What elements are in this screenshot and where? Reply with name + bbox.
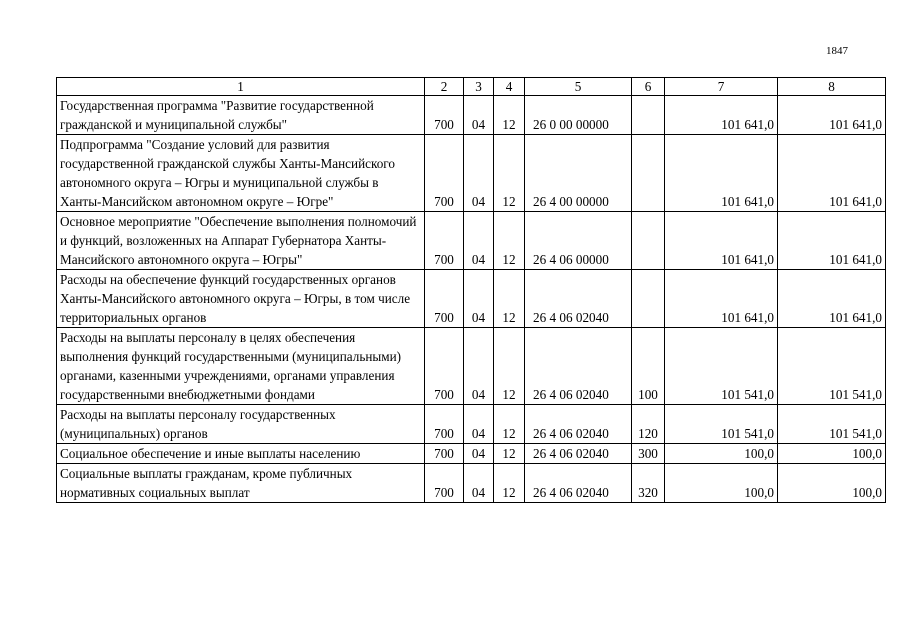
cell-col5: 26 4 06 02040 — [525, 328, 632, 405]
cell-col4: 12 — [494, 405, 525, 444]
cell-col7: 100,0 — [665, 464, 778, 503]
budget-table — [56, 77, 886, 503]
table-row — [57, 270, 886, 328]
cell-col4: 12 — [494, 464, 525, 503]
cell-col3: 04 — [464, 328, 494, 405]
cell-col3: 04 — [464, 464, 494, 503]
table-header-row — [57, 78, 886, 96]
cell-col3: 04 — [464, 212, 494, 270]
cell-col7: 101 641,0 — [665, 96, 778, 135]
cell-col8: 101 641,0 — [778, 135, 886, 212]
cell-col5: 26 4 06 02040 — [525, 444, 632, 464]
cell-col7: 101 641,0 — [665, 212, 778, 270]
cell-col7: 100,0 — [665, 444, 778, 464]
cell-col8: 101 541,0 — [778, 328, 886, 405]
table-row — [57, 328, 886, 405]
cell-col4: 12 — [494, 96, 525, 135]
cell-col2: 700 — [425, 444, 464, 464]
cell-col4: 12 — [494, 212, 525, 270]
column-header: 8 — [778, 78, 886, 96]
column-header: 4 — [494, 78, 525, 96]
cell-col8: 100,0 — [778, 464, 886, 503]
cell-col2: 700 — [425, 464, 464, 503]
cell-col2: 700 — [425, 135, 464, 212]
cell-col2: 700 — [425, 96, 464, 135]
cell-col4: 12 — [494, 444, 525, 464]
cell-col2: 700 — [425, 212, 464, 270]
cell-col2: 700 — [425, 405, 464, 444]
cell-col7: 101 541,0 — [665, 405, 778, 444]
cell-col6: 300 — [632, 444, 665, 464]
cell-col8: 101 641,0 — [778, 96, 886, 135]
row-name-cell: Расходы на выплаты персоналу в целях обеспечения выполнения функций государственными (муниципальными) органами, казенными учреждениями, органами управления государственными внебюджетными фондами — [57, 328, 425, 405]
table-row — [57, 135, 886, 212]
row-name-cell: Основное мероприятие "Обеспечение выполнения полномочий и функций, возложенных на Аппарат Губернатора Ханты-Мансийского автономного округа – Югры" — [57, 212, 425, 270]
table-row — [57, 405, 886, 444]
cell-col8: 101 641,0 — [778, 270, 886, 328]
column-header: 6 — [632, 78, 665, 96]
table-row — [57, 444, 886, 464]
cell-col3: 04 — [464, 135, 494, 212]
row-name-cell: Социальные выплаты гражданам, кроме публичных нормативных социальных выплат — [57, 464, 425, 503]
cell-col4: 12 — [494, 270, 525, 328]
cell-col5: 26 4 06 00000 — [525, 212, 632, 270]
row-name-cell: Подпрограмма "Создание условий для развития государственной гражданской службы Ханты-Мансийского автономного округа – Югры и муниципальной службы в Ханты-Мансийском автономном округе – Югре" — [57, 135, 425, 212]
page-number: 1847 — [826, 45, 848, 57]
cell-col6: 120 — [632, 405, 665, 444]
cell-col3: 04 — [464, 270, 494, 328]
table-row — [57, 212, 886, 270]
cell-col6 — [632, 96, 665, 135]
cell-col4: 12 — [494, 328, 525, 405]
cell-col6: 320 — [632, 464, 665, 503]
cell-col6: 100 — [632, 328, 665, 405]
cell-col5: 26 4 06 02040 — [525, 405, 632, 444]
cell-col2: 700 — [425, 328, 464, 405]
row-name-cell: Государственная программа "Развитие государственной гражданской и муниципальной службы" — [57, 96, 425, 135]
cell-col2: 700 — [425, 270, 464, 328]
cell-col7: 101 641,0 — [665, 135, 778, 212]
table-row — [57, 96, 886, 135]
cell-col3: 04 — [464, 96, 494, 135]
cell-col8: 100,0 — [778, 444, 886, 464]
cell-col3: 04 — [464, 444, 494, 464]
cell-col7: 101 541,0 — [665, 328, 778, 405]
cell-col7: 101 641,0 — [665, 270, 778, 328]
row-name-cell: Расходы на выплаты персоналу государственных (муниципальных) органов — [57, 405, 425, 444]
column-header: 1 — [57, 78, 425, 96]
column-header: 3 — [464, 78, 494, 96]
table-row — [57, 464, 886, 503]
cell-col4: 12 — [494, 135, 525, 212]
cell-col6 — [632, 135, 665, 212]
column-header: 7 — [665, 78, 778, 96]
cell-col5: 26 4 00 00000 — [525, 135, 632, 212]
cell-col8: 101 641,0 — [778, 212, 886, 270]
cell-col6 — [632, 212, 665, 270]
row-name-cell: Расходы на обеспечение функций государственных органов Ханты-Мансийского автономного округа – Югры, в том числе территориальных органов — [57, 270, 425, 328]
cell-col8: 101 541,0 — [778, 405, 886, 444]
cell-col5: 26 4 06 02040 — [525, 464, 632, 503]
cell-col5: 26 0 00 00000 — [525, 96, 632, 135]
column-header: 2 — [425, 78, 464, 96]
row-name-cell: Социальное обеспечение и иные выплаты населению — [57, 444, 425, 464]
cell-col5: 26 4 06 02040 — [525, 270, 632, 328]
column-header: 5 — [525, 78, 632, 96]
cell-col6 — [632, 270, 665, 328]
cell-col3: 04 — [464, 405, 494, 444]
